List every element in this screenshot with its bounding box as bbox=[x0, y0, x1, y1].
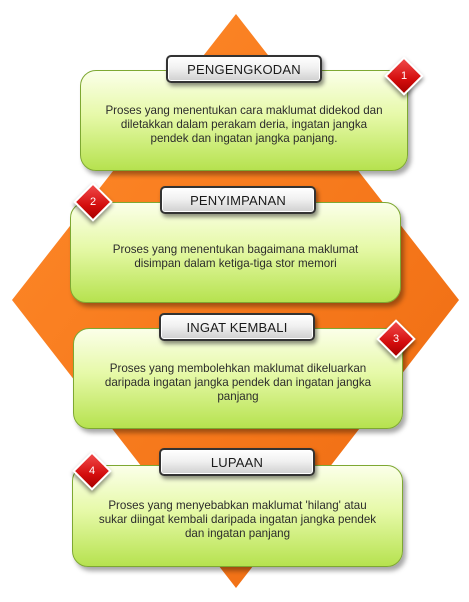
step-title-label: LUPAAN bbox=[210, 454, 264, 470]
step-title-encoding bbox=[166, 55, 322, 83]
step-title-label: PENGENGKODAN bbox=[187, 61, 301, 77]
step-description: Proses yang menentukan cara maklumat didekod dan diletakkan dalam perakam deria, ingatan jangka pendek dan ingatan jangka panjang. bbox=[105, 103, 383, 145]
step-number-badge bbox=[384, 56, 424, 96]
step-card-forgetting bbox=[72, 465, 403, 567]
step-description: Proses yang menyebabkan maklumat 'hilang' atau sukar diingat kembali daripada ingatan jangka pendek dan ingatan panjang bbox=[98, 499, 377, 540]
step-description: Proses yang menentukan bagaimana maklumat disimpan dalam ketiga-tiga stor memori bbox=[112, 242, 359, 270]
step-description: Proses yang membolehkan maklumat dikeluarkan daripada ingatan jangka pendek dan ingatan jangka panjang bbox=[104, 361, 372, 403]
step-title-recall bbox=[159, 313, 315, 341]
step-number-badge bbox=[376, 319, 416, 359]
step-card-recall bbox=[73, 328, 403, 429]
step-title-forgetting bbox=[159, 448, 315, 476]
step-number: 4 bbox=[88, 465, 96, 477]
step-number: 1 bbox=[400, 70, 408, 82]
step-number: 2 bbox=[89, 196, 97, 208]
step-number-badge bbox=[72, 451, 112, 491]
step-title-storage bbox=[160, 186, 316, 214]
step-title-label: INGAT KEMBALI bbox=[186, 319, 288, 335]
step-number-badge bbox=[73, 182, 113, 222]
step-card-storage bbox=[70, 202, 401, 303]
step-number: 3 bbox=[392, 333, 400, 345]
step-card-encoding bbox=[80, 70, 408, 171]
step-title-label: PENYIMPANAN bbox=[190, 192, 286, 208]
